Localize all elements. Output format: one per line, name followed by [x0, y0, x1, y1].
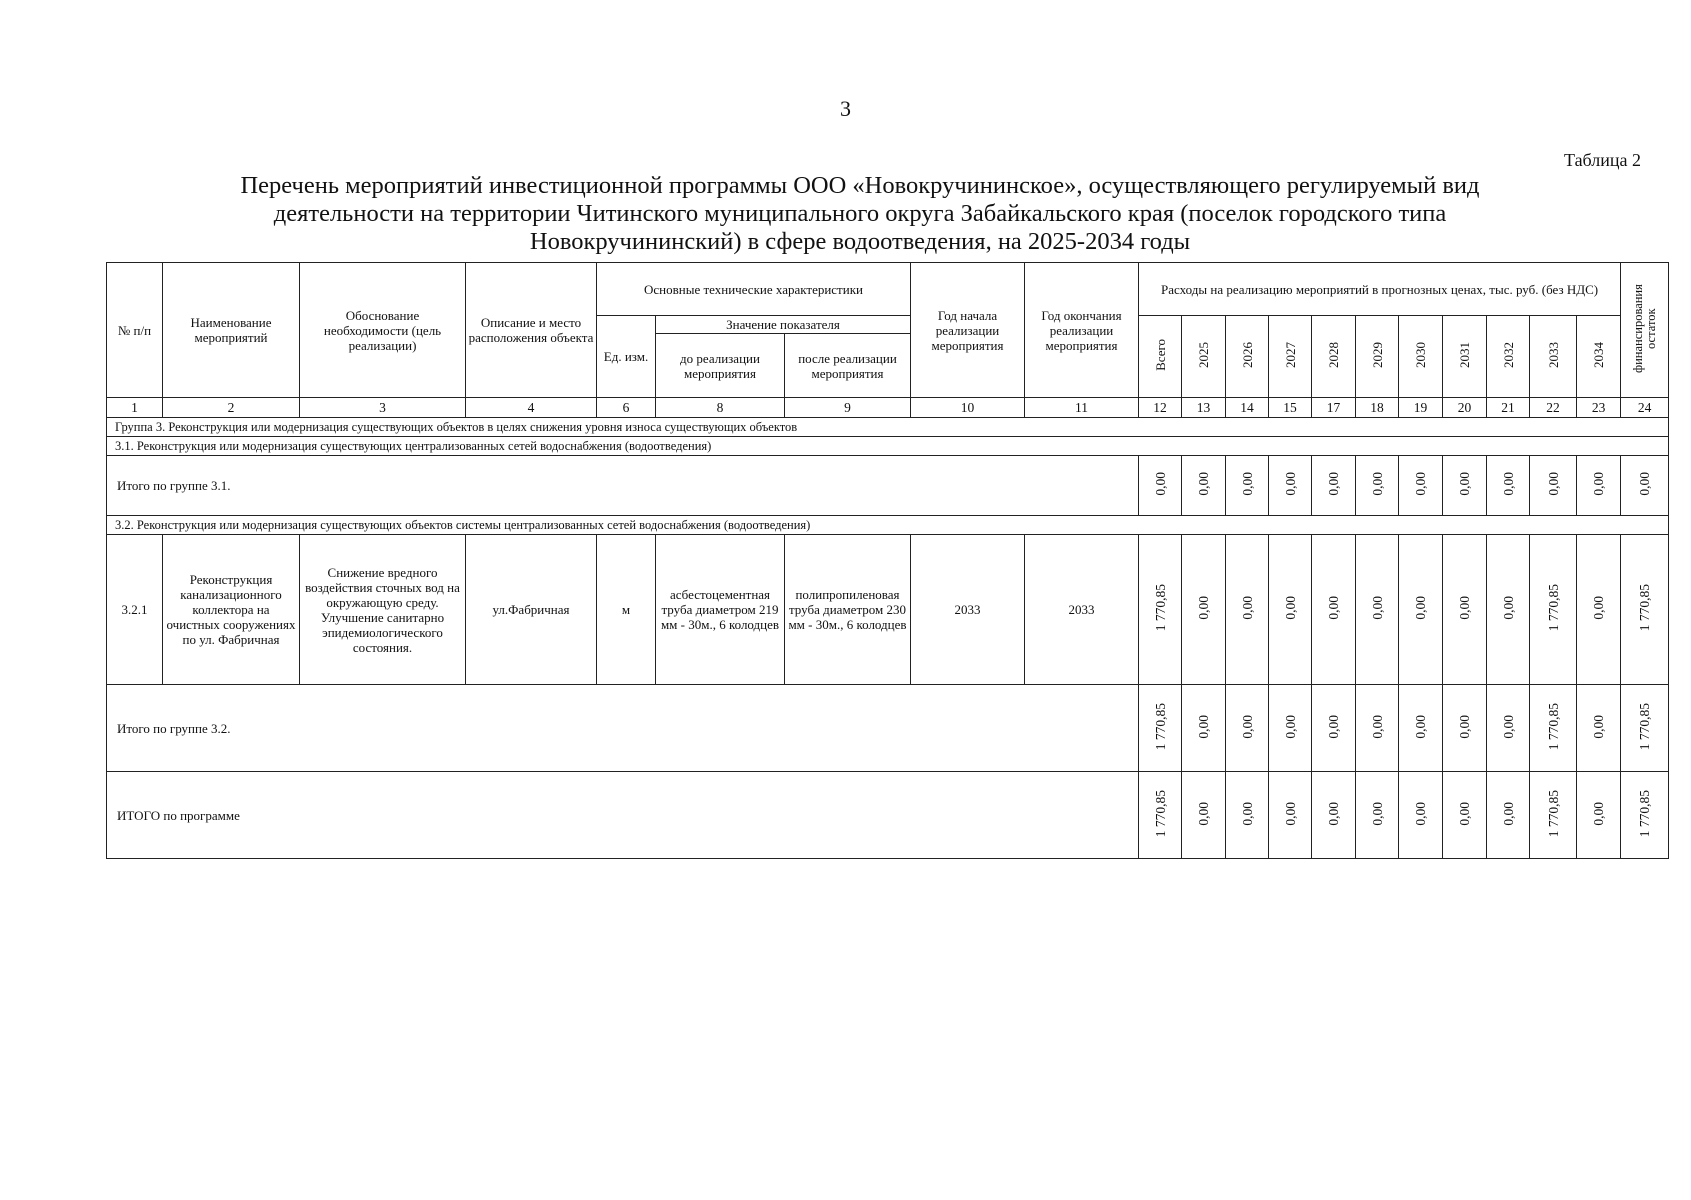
total-group-3-2-value: 1 770,85: [1139, 685, 1182, 772]
total-group-3-2-value: 0,00: [1487, 685, 1530, 772]
header-year: 2033: [1530, 316, 1577, 398]
column-number: 21: [1487, 398, 1530, 418]
row-3-2-1-name: Реконструкция канализационного коллектора на очистных сооружениях по ул. Фабричная: [163, 535, 300, 685]
header-unit: Ед. изм.: [597, 316, 656, 398]
grand-total-value: 0,00: [1182, 772, 1226, 859]
investment-program-table: [106, 262, 1669, 859]
column-number: 2: [163, 398, 300, 418]
total-group-3-2-value: 0,00: [1399, 685, 1443, 772]
row-3-2-1-value: 0,00: [1399, 535, 1443, 685]
grand-total-label: ИТОГО по программе: [107, 772, 1139, 859]
total-group-3-1-value: 0,00: [1443, 456, 1487, 516]
total-group-3-2-label: Итого по группе 3.2.: [107, 685, 1139, 772]
total-group-3-1-value: 0,00: [1356, 456, 1399, 516]
row-3-2-1-value: 1 770,85: [1139, 535, 1182, 685]
row-3-2-1-value: 0,00: [1487, 535, 1530, 685]
grand-total-value: 0,00: [1487, 772, 1530, 859]
total-group-3-2-value: 1 770,85: [1530, 685, 1577, 772]
row-3-2-1-value: 0,00: [1312, 535, 1356, 685]
header-after: после реализации мероприятия: [785, 334, 911, 398]
total-group-3-2-value: 1 770,85: [1621, 685, 1669, 772]
group-3-title: Группа 3. Реконструкция или модернизация существующих объектов в целях снижения уровня износа существующих объектов: [107, 418, 1669, 437]
total-group-3-2-value: 0,00: [1226, 685, 1269, 772]
header-year: 2027: [1269, 316, 1312, 398]
row-3-2-1-unit: м: [597, 535, 656, 685]
grand-total-value: 0,00: [1312, 772, 1356, 859]
row-3-2-1-value: 0,00: [1443, 535, 1487, 685]
row-3-2-1-justification: Снижение вредного воздействия сточных вод на окружающую среду. Улучшение санитарно эпидемиологического состояния.: [300, 535, 466, 685]
row-3-2-1-end-year: 2033: [1025, 535, 1139, 685]
total-group-3-2-value: 0,00: [1269, 685, 1312, 772]
header-year: 2025: [1182, 316, 1226, 398]
row-3-2-1-location: ул.Фабричная: [466, 535, 597, 685]
column-number: 22: [1530, 398, 1577, 418]
row-3-2-1-before: асбестоцементная труба диаметром 219 мм - 30м., 6 колодцев: [656, 535, 785, 685]
header-year: 2032: [1487, 316, 1530, 398]
header-year: 2026: [1226, 316, 1269, 398]
grand-total-value: 1 770,85: [1530, 772, 1577, 859]
grand-total-value: 1 770,85: [1621, 772, 1669, 859]
header-justification: Обоснование необходимости (цель реализации): [300, 263, 466, 398]
column-number: 10: [911, 398, 1025, 418]
document-title: [130, 172, 1590, 256]
row-3-2-1-value: 0,00: [1577, 535, 1621, 685]
total-group-3-1-value: 0,00: [1139, 456, 1182, 516]
total-group-3-1-value: 0,00: [1399, 456, 1443, 516]
total-group-3-2-value: 0,00: [1356, 685, 1399, 772]
grand-total-value: 0,00: [1269, 772, 1312, 859]
total-group-3-1-value: 0,00: [1312, 456, 1356, 516]
total-group-3-1-value: 0,00: [1530, 456, 1577, 516]
title-line: Новокручининский) в сфере водоотведения, на 2025-2034 годы: [529, 228, 1191, 255]
row-3-2-1-value: 1 770,85: [1530, 535, 1577, 685]
title-line: Перечень мероприятий инвестиционной программы ООО «Новокручининское», осуществляющего регулируемый вид: [240, 172, 1480, 199]
column-number: 24: [1621, 398, 1669, 418]
total-group-3-1-value: 0,00: [1182, 456, 1226, 516]
column-number: 23: [1577, 398, 1621, 418]
column-number: 12: [1139, 398, 1182, 418]
header-year: 2028: [1312, 316, 1356, 398]
total-group-3-1-value: 0,00: [1487, 456, 1530, 516]
header-num: № п/п: [107, 263, 163, 398]
column-number: 4: [466, 398, 597, 418]
grand-total-value: 0,00: [1356, 772, 1399, 859]
column-number: 8: [656, 398, 785, 418]
subgroup-3-2-title: 3.2. Реконструкция или модернизация существующих объектов системы централизованных сетей водоснабжения (водоотведения): [107, 516, 1669, 535]
total-group-3-1-value: 0,00: [1269, 456, 1312, 516]
row-3-2-1-value: 0,00: [1226, 535, 1269, 685]
total-group-3-2-value: 0,00: [1577, 685, 1621, 772]
total-group-3-2-value: 0,00: [1182, 685, 1226, 772]
column-number: 18: [1356, 398, 1399, 418]
header-description: Описание и место расположения объекта: [466, 263, 597, 398]
column-number: 19: [1399, 398, 1443, 418]
header-year: 2030: [1399, 316, 1443, 398]
row-3-2-1-num: 3.2.1: [107, 535, 163, 685]
column-number: 6: [597, 398, 656, 418]
header-expenses: Расходы на реализацию мероприятий в прогнозных ценах, тыс. руб. (без НДС): [1139, 263, 1621, 316]
subgroup-3-1-title: 3.1. Реконструкция или модернизация существующих централизованных сетей водоснабжения (водоотведения): [107, 437, 1669, 456]
column-number: 15: [1269, 398, 1312, 418]
row-3-2-1-after: полипропиленовая труба диаметром 230 мм - 30м., 6 колодцев: [785, 535, 911, 685]
header-tech: Основные технические характеристики: [597, 263, 911, 316]
header-name: Наименование мероприятий: [163, 263, 300, 398]
column-number: 3: [300, 398, 466, 418]
header-year: 2034: [1577, 316, 1621, 398]
total-group-3-1-value: 0,00: [1621, 456, 1669, 516]
total-group-3-1-value: 0,00: [1226, 456, 1269, 516]
row-3-2-1-value: 0,00: [1356, 535, 1399, 685]
header-year: 2031: [1443, 316, 1487, 398]
grand-total-value: 1 770,85: [1139, 772, 1182, 859]
grand-total-value: 0,00: [1443, 772, 1487, 859]
grand-total-value: 0,00: [1577, 772, 1621, 859]
header-year: 2029: [1356, 316, 1399, 398]
header-fin-remainder: финансирования остаток: [1621, 263, 1669, 398]
column-number: 1: [107, 398, 163, 418]
total-group-3-1-value: 0,00: [1577, 456, 1621, 516]
title-line: деятельности на территории Читинского муниципального округа Забайкальского края (поселок городского типа: [273, 200, 1447, 227]
row-3-2-1-value: 0,00: [1269, 535, 1312, 685]
header-before: до реализации мероприятия: [656, 334, 785, 398]
column-number: 9: [785, 398, 911, 418]
page-number: 3: [840, 96, 851, 121]
row-3-2-1-start-year: 2033: [911, 535, 1025, 685]
column-number: 11: [1025, 398, 1139, 418]
grand-total-value: 0,00: [1399, 772, 1443, 859]
total-group-3-2-value: 0,00: [1312, 685, 1356, 772]
column-number: 17: [1312, 398, 1356, 418]
total-group-3-1-label: Итого по группе 3.1.: [107, 456, 1139, 516]
column-number: 14: [1226, 398, 1269, 418]
row-3-2-1-value: 1 770,85: [1621, 535, 1669, 685]
header-end-year: Год окончания реализации мероприятия: [1025, 263, 1139, 398]
total-group-3-2-value: 0,00: [1443, 685, 1487, 772]
column-number: 20: [1443, 398, 1487, 418]
table-label: Таблица 2: [1564, 150, 1641, 170]
header-indicator: Значение показателя: [656, 316, 911, 334]
grand-total-value: 0,00: [1226, 772, 1269, 859]
column-number: 13: [1182, 398, 1226, 418]
header-total: Всего: [1139, 316, 1182, 398]
row-3-2-1-value: 0,00: [1182, 535, 1226, 685]
header-start-year: Год начала реализации мероприятия: [911, 263, 1025, 398]
